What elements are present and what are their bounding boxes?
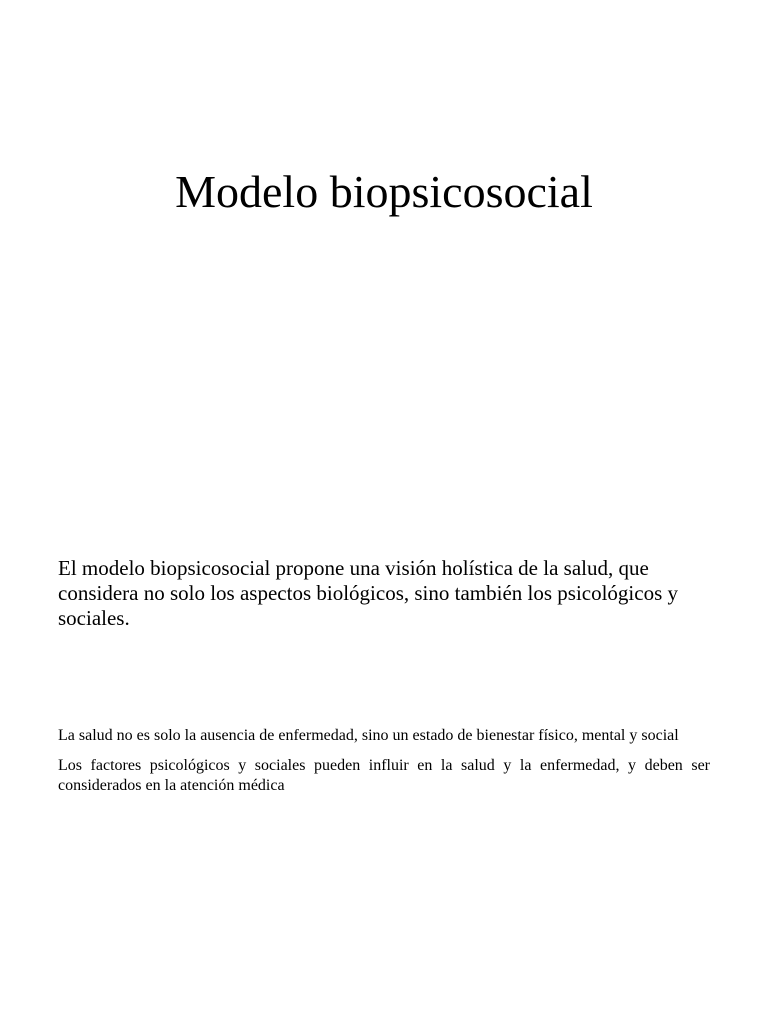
page-title: Modelo biopsicosocial [175,166,593,217]
key-point: Los factores psicológicos y sociales pueden influir en la salud y la enfermedad, y deben ser considerados en la atención médica [58,757,710,794]
key-points-list [58,726,710,806]
key-point: La salud no es solo la ausencia de enfermedad, sino un estado de bienestar físico, mental y social [58,727,679,744]
intro-paragraph: El modelo biopsicosocial propone una visión holística de la salud, que considera no solo los aspectos biológicos, sino también los psicológicos y sociales. [58,556,679,630]
